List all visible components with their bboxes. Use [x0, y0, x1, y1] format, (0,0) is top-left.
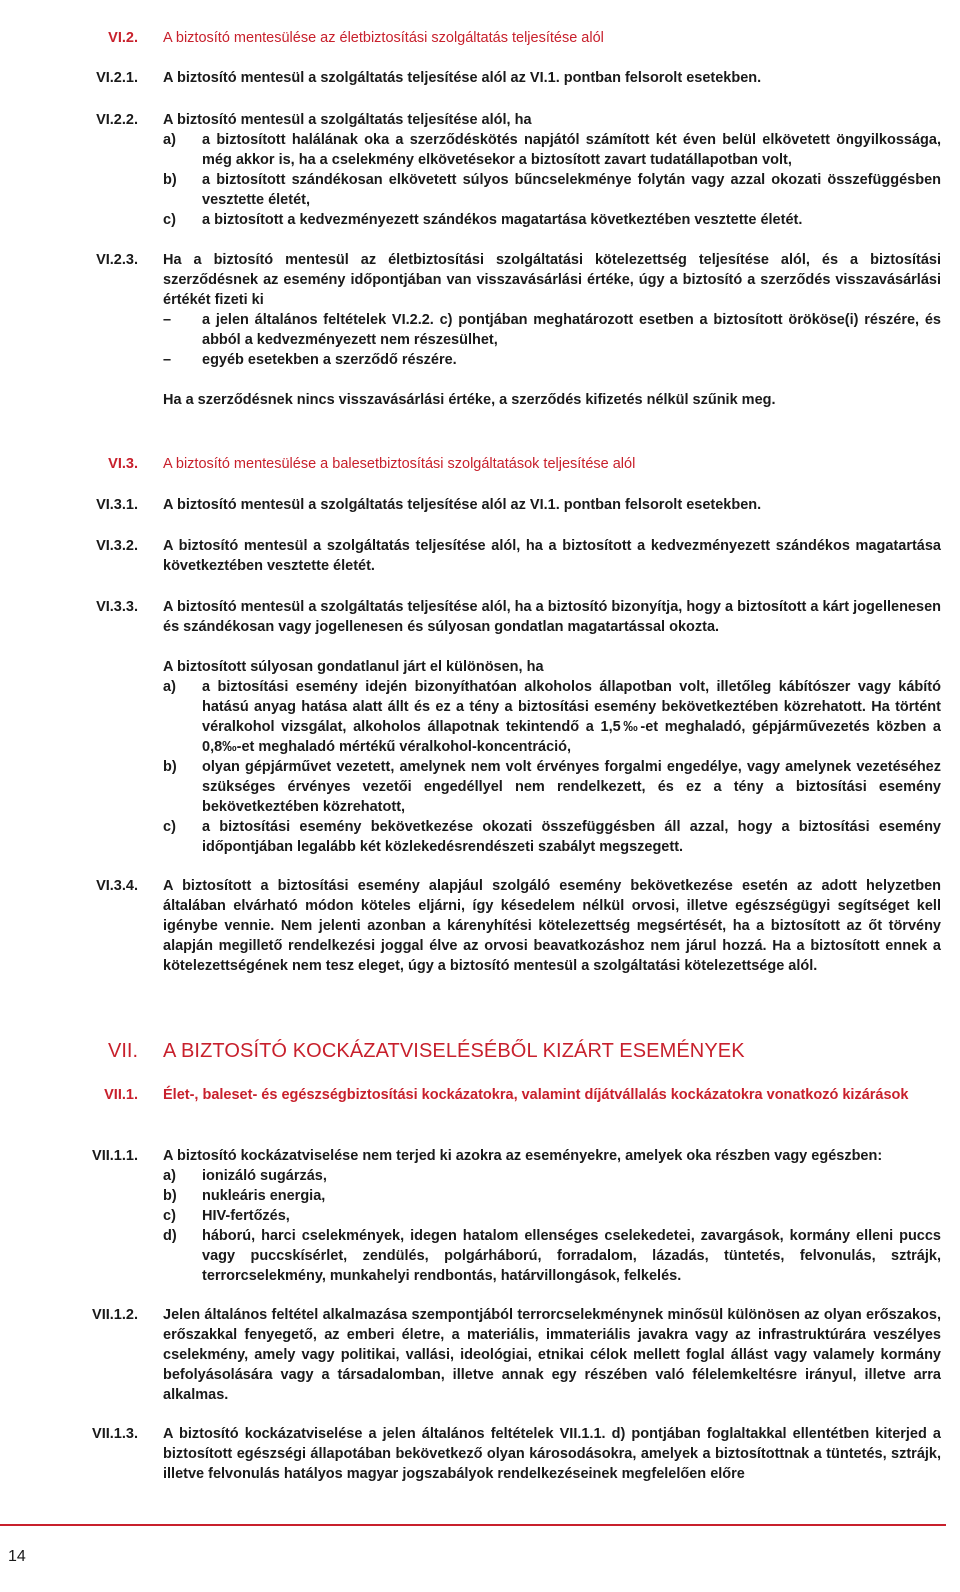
list-item: [163, 757, 941, 817]
list-item: [163, 310, 941, 350]
list-label: –: [163, 352, 172, 368]
clause-number: VI.3.2.: [96, 538, 138, 554]
section-number: VII.1.: [104, 1087, 138, 1103]
list-label: b): [163, 759, 177, 775]
section-number: VI.2.: [108, 30, 138, 46]
clause-intro: A biztosító kockázatviselése nem terjed ki azokra az eseményekre, amelyek oka részben vagy egészben:: [163, 1148, 883, 1164]
clause-closing: Ha a szerződésnek nincs visszavásárlási értéke, a szerződés kifizetés nélkül szűnik meg.: [163, 392, 776, 408]
clause-number: VI.2.1.: [96, 70, 138, 86]
clause-number: VII.1.2.: [92, 1307, 138, 1323]
list-label: d): [163, 1228, 177, 1244]
clause-number: VII.1.3.: [92, 1426, 138, 1442]
list-text: egyéb esetekben a szerződő részére.: [202, 352, 457, 368]
clause-body: [163, 110, 941, 230]
chapter-number: VII.: [107, 1040, 138, 1062]
list-text: nukleáris energia,: [202, 1188, 326, 1204]
clause-text: A biztosított a biztosítási esemény alapjául szolgáló esemény bekövetkezése esetén az adott helyzetben általában elvárható módon köteles eljárni, így késedelem nélkül orvosi, illetve egészségügyi segítséget kell igénybe vennie. Nem jelenti azonban a kárenyhítési kötelezettség megsértését, ha a biztosított az őt törvény alapján megillető rendelkezési joggal élve az orvosi beavatkozáshoz nem járul hozzá. Ha a biztosított ennek a kötelezettségének nem tesz eleget, úgy a biztosító mentesül a szolgáltatási kötelezettsége alól.: [163, 878, 941, 974]
list-item: [163, 817, 941, 857]
list-label: c): [163, 1208, 176, 1224]
list-item: [163, 130, 941, 170]
clause-number: VI.3.3.: [96, 599, 138, 615]
clause-intro: A biztosító mentesül a szolgáltatás teljesítése alól, ha: [163, 112, 532, 128]
clause-text: A biztosító mentesül a szolgáltatás teljesítése alól, ha a biztosító bizonyítja, hogy a biztosított a kárt jogellenesen és szándékosan vagy jogellenesen és súlyosan gondatlan magatartással okozta.: [163, 599, 941, 635]
list-item: [163, 677, 941, 757]
clause-number: VI.3.1.: [96, 497, 138, 513]
section-title: A biztosító mentesülése az életbiztosítási szolgáltatás teljesítése alól: [163, 30, 604, 46]
list-label: b): [163, 1188, 177, 1204]
list-item: [163, 1226, 941, 1286]
clause-number: VI.3.4.: [96, 878, 138, 894]
clause-text: A biztosító mentesül a szolgáltatás teljesítése alól az VI.1. pontban felsorolt esetekben.: [163, 497, 762, 513]
clause-text: A biztosító mentesül a szolgáltatás teljesítése alól az VI.1. pontban felsorolt esetekben.: [163, 70, 762, 86]
chapter-title: A BIZTOSÍTÓ KOCKÁZATVISELÉSÉBŐL KIZÁRT ESEMÉNYEK: [163, 1040, 745, 1062]
list-item: [163, 210, 941, 230]
section-title: Élet-, baleset- és egészségbiztosítási kockázatokra, valamint díjátvállalás kockázatokra vonatkozó kizárások: [163, 1087, 909, 1103]
clause-number: VI.2.2.: [96, 112, 138, 128]
clause-text: Ha a biztosító mentesül az életbiztosítási szolgáltatási kötelezettség teljesítése alól, és a biztosítási szerződésnek az esemény időpontjában van visszavásárlási értéke, úgy a biztosító a szerződés visszavásárlási értékét fizeti ki: [163, 252, 941, 308]
list-text: HIV-fertőzés,: [202, 1208, 290, 1224]
list-label: c): [163, 212, 176, 228]
clause-number: VII.1.1.: [92, 1148, 138, 1164]
list-item: [163, 170, 941, 210]
section-number: VI.3.: [108, 456, 138, 472]
list-item: [163, 350, 941, 370]
list-item: [163, 1206, 941, 1226]
footer-divider: [0, 1524, 946, 1526]
list-text: olyan gépjárművet vezetett, amelynek nem volt érvényes forgalmi engedélye, vagy amelynek vezetéséhez szükséges érvényes vezetői engedéllyel nem rendelkezett, és ez a tény a biztosítási esemény bekövetkeztében közrehatott,: [202, 759, 941, 815]
clause-body: [163, 597, 941, 857]
list-item: [163, 1186, 941, 1206]
clause-body: [163, 250, 941, 410]
clause-text: A biztosító kockázatviselése a jelen általános feltételek VII.1.1. d) pontjában foglaltakkal ellentétben kiterjed a biztosított egészségi állapotában bekövetkező olyan károsodásokra, amelyek a biztosítottnak a tüntetés, sztrájk, illetve felvonulás hatályos magyar jogszabályok rendelkezéseinek megfelelően előre: [163, 1426, 941, 1482]
clause-text: A biztosító mentesül a szolgáltatás teljesítése alól, ha a biztosított a kedvezményezett szándékos magatartása következtében vesztette életét.: [163, 538, 941, 574]
section-title: A biztosító mentesülése a balesetbiztosítási szolgáltatások teljesítése alól: [163, 456, 636, 472]
clause-text: Jelen általános feltétel alkalmazása szempontjából terrorcselekménynek minősül különösen az olyan erőszakos, erőszakkal fenyegető, az emberi életre, a materiális, immateriális javakra vagy az infrastruktúrára veszélyes cselekmény, amely vagy politikai, vallási, ideológiai, etnikai célok mellett foglal állást vagy valamely kormány befolyásolására vagy a társadalomban, illetve annak egy részében való félelemkeltésre irányul, illetve arra alkalmas.: [163, 1307, 941, 1403]
list-text: a biztosított halálának oka a szerződéskötés napjától számított két éven belül elkövetett öngyilkossága, még akkor is, ha a cselekmény elkövetésekor a biztosított zavart tudatállapotban volt,: [202, 132, 941, 168]
list-text: a biztosítási esemény idején bizonyíthatóan alkoholos állapotban volt, illetőleg kábítószer vagy kábító hatású anyag hatása alatt állt és ez a tény a biztosítási esemény bekövetkeztében közrehatott. Ha történt véralkohol vizsgálat, alkoholos állapotnak tekintendő a 1,5‰-et meghaladó, gépjárművezetés közben a 0,8‰-et meghaladó mértékű véralkohol-koncentráció,: [202, 679, 941, 755]
list-text: a biztosítási esemény bekövetkezése okozati összefüggésben áll azzal, hogy a biztosítási esemény időpontjában legalább két közlekedésrendészeti szabályt megszegett.: [202, 819, 941, 855]
clause-intro: A biztosított súlyosan gondatlanul járt el különösen, ha: [163, 659, 544, 675]
clause-number: VI.2.3.: [96, 252, 138, 268]
list-label: a): [163, 132, 176, 148]
list-label: a): [163, 1168, 176, 1184]
list-label: a): [163, 679, 176, 695]
list-label: b): [163, 172, 177, 188]
list-label: –: [163, 312, 172, 328]
list-item: [163, 1166, 941, 1186]
clause-body: [163, 1146, 941, 1286]
list-text: ionizáló sugárzás,: [202, 1168, 327, 1184]
page-number: 14: [8, 1548, 26, 1565]
list-text: a jelen általános feltételek VI.2.2. c) pontjában meghatározott esetben a biztosított örököse(i) részére, és abból a kedvezményezett nem részesülhet,: [202, 312, 941, 348]
list-text: a biztosított szándékosan elkövetett súlyos bűncselekménye folytán vagy azzal okozati összefüggésben vesztette életét,: [202, 172, 941, 208]
list-text: háború, harci cselekmények, idegen hatalom ellenséges cselekedetei, zavargások, kormány elleni puccs vagy puccskísérlet, zendülés, polgárháború, forradalom, lázadás, tüntetés, felvonulás, sztrájk, terrorcselekmény, munkahelyi rendbontás, határvillongások, felkelés.: [202, 1228, 941, 1284]
list-label: c): [163, 819, 176, 835]
list-text: a biztosított a kedvezményezett szándékos magatartása következtében vesztette életét.: [202, 212, 803, 228]
